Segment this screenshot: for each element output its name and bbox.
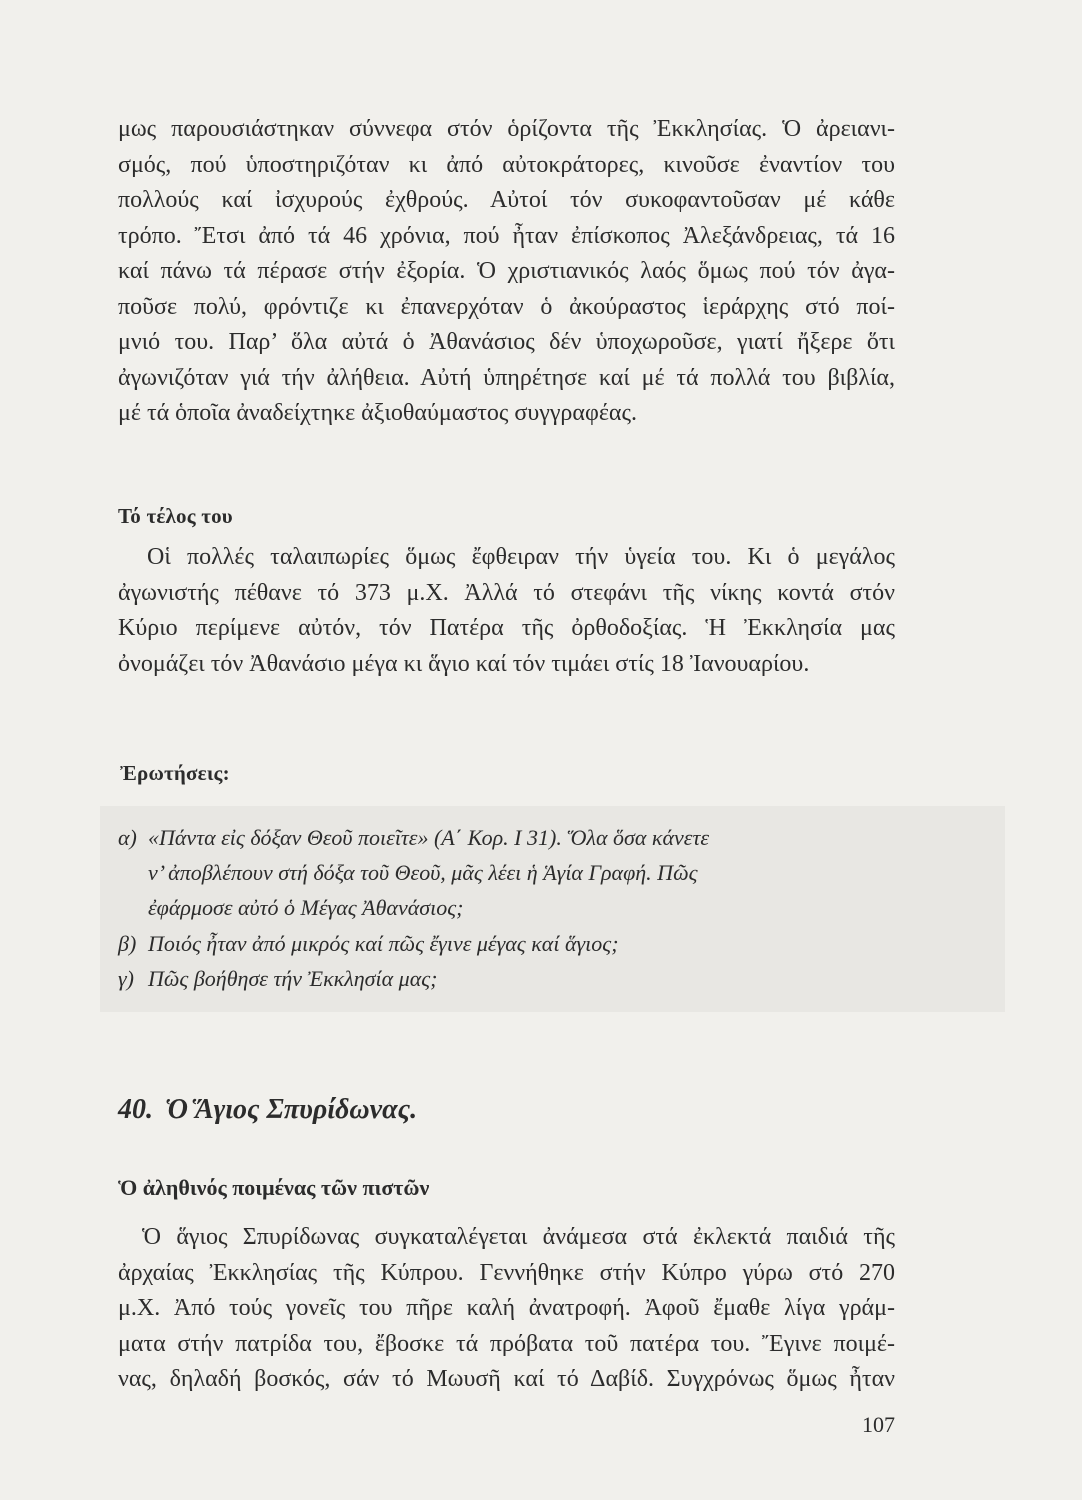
chapter-title-text: Ὁ Ἅγιος Σπυρίδωνας. xyxy=(165,1094,418,1125)
question-item xyxy=(118,820,988,926)
body-text-line: ἀγωνιστής πέθανε τό 373 μ.Χ. Ἀλλά τό στεφάνι τῆς νίκης κοντά στόν xyxy=(118,579,895,606)
body-text-line: ποῦσε πολύ, φρόντιζε κι ἐπανερχόταν ὁ ἀκούραστος ἱεράρχης στό ποί- xyxy=(118,293,895,320)
body-text-line: ὀνομάζει τόν Ἀθανάσιο μέγα κι ἅγιο καί τόν τιμάει στίς 18 Ἰανουαρίου. xyxy=(118,650,810,677)
body-text-line: καί πάνω τά πέρασε στήν ἐξορία. Ὁ χριστιανικός λαός ὅμως πού τόν ἀγα- xyxy=(118,258,895,284)
body-text-line: σμός, πού ὑποστηριζόταν κι ἀπό αὐτοκράτορες, κινοῦσε ἐναντίον του xyxy=(118,151,895,178)
body-text-line: ἀγωνιζόταν γιά τήν ἀλήθεια. Αὐτή ὑπηρέτησε καί μέ τά πολλά του βιβλία, xyxy=(118,364,895,391)
question-line: ν’ ἀποβλέπουν στή δόξα τοῦ Θεοῦ, μᾶς λέει ἡ Ἁγία Γραφή. Πῶς xyxy=(148,860,698,886)
question-text xyxy=(148,820,988,926)
body-text-line: ματα στήν πατρίδα του, ἔβοσκε τά πρόβατα τοῦ πατέρα του. Ἔγινε ποιμέ- xyxy=(118,1330,895,1357)
body-text-line: Ὁ ἅγιος Σπυρίδωνας συγκαταλέγεται ἀνάμεσα στά ἐκλεκτά παιδιά τῆς xyxy=(142,1224,895,1250)
questions-heading: Ἐρωτήσεις: xyxy=(120,761,230,785)
body-text-line: Κύριο περίμενε αὐτόν, τόν Πατέρα τῆς ὀρθοδοξίας. Ἡ Ἐκκλησία μας xyxy=(118,615,895,641)
body-text-line: μ.Χ. Ἀπό τούς γονεῖς του πῆρε καλή ἀνατροφή. Ἀφοῦ ἔμαθε λίγα γράμ- xyxy=(118,1295,895,1321)
question-marker: α) xyxy=(118,825,137,850)
page-number: 107 xyxy=(862,1412,895,1437)
question-item xyxy=(118,961,988,996)
body-text-line: νας, δηλαδή βοσκός, σάν τό Μωυσῆ καί τό Δαβίδ. Συγχρόνως ὅμως ἦταν xyxy=(118,1366,895,1392)
body-text-line: ἀρχαίας Ἐκκλησίας τῆς Κύπρου. Γεννήθηκε στήν Κύπρο γύρω στό 270 xyxy=(118,1259,895,1286)
body-text-line: μνιό του. Παρ’ ὅλα αὐτά ὁ Ἀθανάσιος δέν ὑποχωροῦσε, γιατί ἤξερε ὅτι xyxy=(118,329,895,355)
question-line: ἐφάρμοσε αὐτό ὁ Μέγας Ἀθανάσιος; xyxy=(148,895,464,921)
questions-list xyxy=(118,820,988,996)
body-text-line: πολλούς καί ἰσχυρούς ἐχθρούς. Αὐτοί τόν συκοφαντοῦσαν μέ κάθε xyxy=(118,187,895,213)
question-line: Πῶς βοήθησε τήν Ἐκκλησία μας; xyxy=(148,965,438,991)
body-text-line: τρόπο. Ἔτσι ἀπό τά 46 χρόνια, πού ἦταν ἐπίσκοπος Ἀλεξάνδρειας, τά 16 xyxy=(118,222,895,249)
chapter-title xyxy=(118,1092,895,1128)
intro-paragraph xyxy=(118,112,895,432)
chapter-subheading: Ὁ ἀληθινός ποιμένας τῶν πιστῶν xyxy=(118,1175,430,1200)
question-item xyxy=(118,926,988,961)
question-line: «Πάντα εἰς δόξαν Θεοῦ ποιεῖτε» (Α΄ Κορ. Ι 31). Ὅλα ὅσα κάνετε xyxy=(148,825,709,850)
body-text-line: μως παρουσιάστηκαν σύννεφα στόν ὁρίζοντα τῆς Ἐκκλησίας. Ὁ ἀρειανι- xyxy=(118,116,895,142)
question-marker: γ) xyxy=(118,965,134,991)
body-text-line: μέ τά ὁποῖα ἀναδείχτηκε ἀξιοθαύμαστος συγγραφέας. xyxy=(118,400,637,426)
section-heading: Τό τέλος του xyxy=(118,504,233,528)
body-text-line: Οἱ πολλές ταλαιπωρίες ὅμως ἔφθειραν τήν ὑγεία του. Κι ὁ μεγάλος xyxy=(147,544,895,570)
chapter-number: 40. xyxy=(118,1094,153,1125)
section-paragraph xyxy=(118,540,895,682)
question-text xyxy=(148,926,988,961)
chapter-paragraph xyxy=(118,1220,895,1398)
question-marker: β) xyxy=(118,930,137,956)
question-text xyxy=(148,961,988,996)
question-line: Ποιός ἦταν ἀπό μικρός καί πῶς ἔγινε μέγας καί ἅγιος; xyxy=(148,930,619,956)
